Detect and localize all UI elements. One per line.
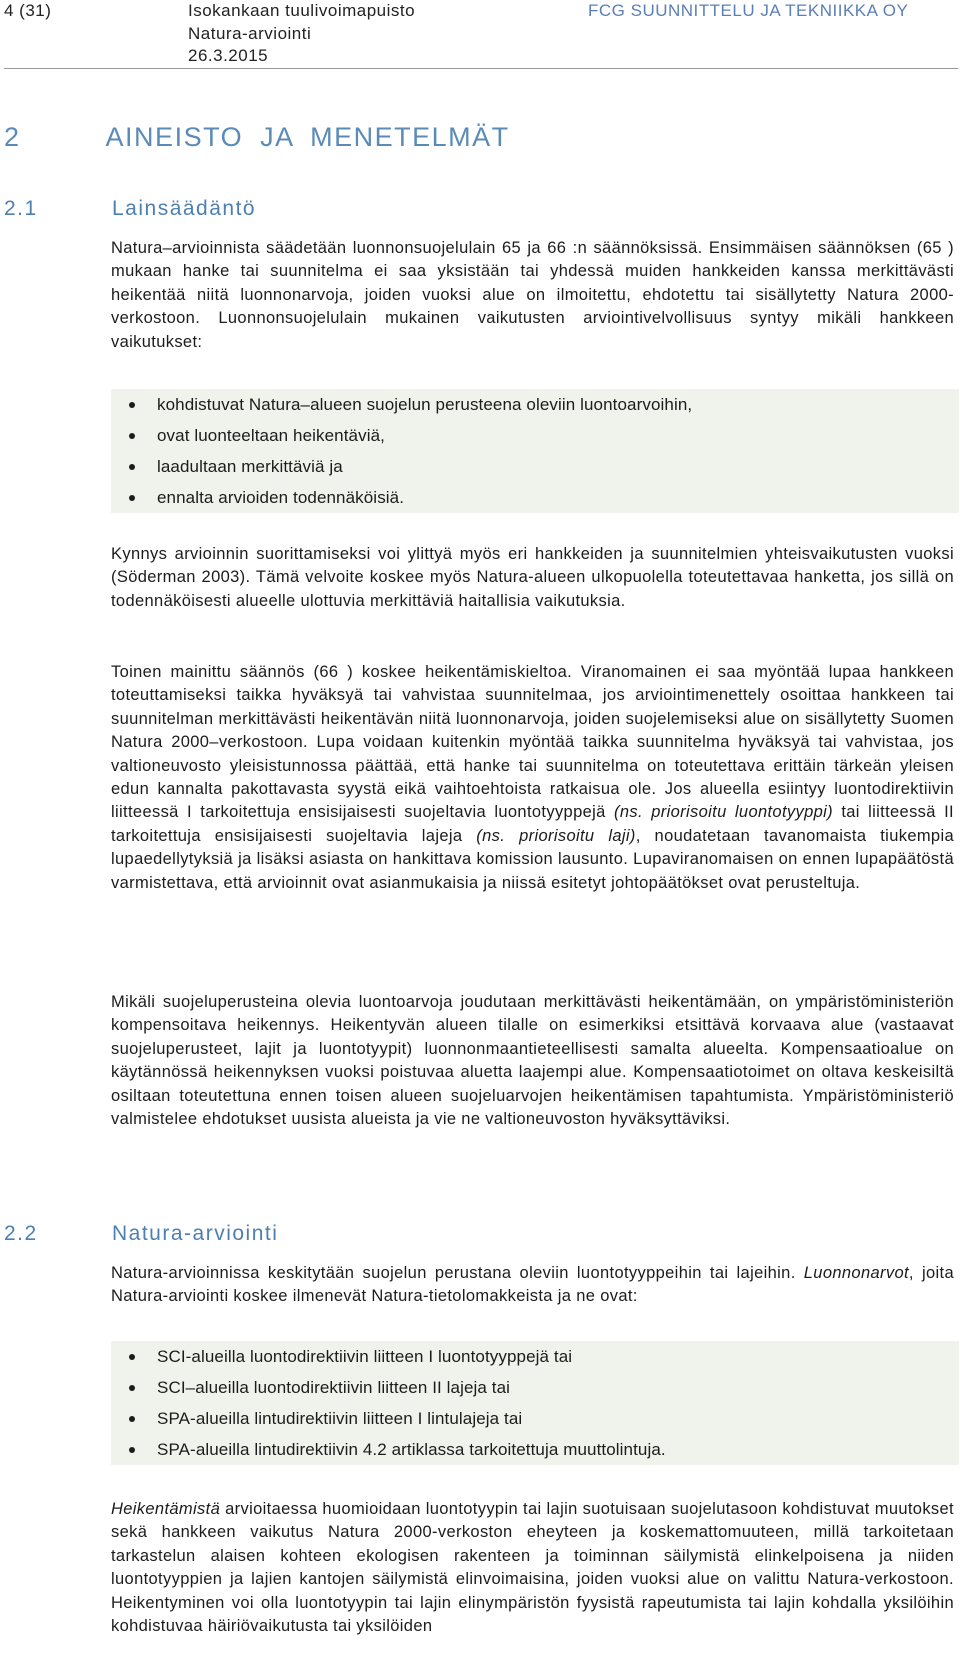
paragraph <box>111 1498 954 1638</box>
italic-term: Heikentämistä <box>111 1500 221 1518</box>
section-number: 2 <box>4 122 21 152</box>
subsection-number: 2.2 <box>4 1222 38 1245</box>
text-run: Toinen mainittu säännös (66 ) koskee heikentämiskieltoa. Viranomainen ei saa myöntää lupaa hankkeen toteuttamiseksi taikka hyväksyä tai vahvistaa suunnitelmaa, jos arviointimenettely osoittaa hankkeen tai suunnitelman merkittävästi heikentävän niitä luonnonarvoja, joiden suojelemiseksi alue on sisällytetty Suomen Natura 2000–verkostoon. Lupa voidaan kuitenkin myöntää taikka suunnitelma hyväksyä tai vahvistaa, jos valtioneuvosto yleisistunnossa päättää, että hanke tai suunnitelma on toteutettava erittäin tärkeän yleisen edun kannalta pakottavasta syystä eikä vaihtoehtoista ratkaisua ole. Jos alueella esiintyy luontodirektiivin liitteessä I tarkoitettuja ensisijaisesti suojeltavia luontotyyppejä <box>111 663 954 822</box>
list-item: SCI–alueilla luontodirektiivin liitteen II lajeja tai <box>111 1372 959 1403</box>
paragraph: Mikäli suojeluperusteina olevia luontoarvoja joudutaan merkittävästi heikentämään, on ympäristöministeriön kompensoitava heikennys. Heikentyvän alueen tilalle on esimerkiksi etsittävä korvaava alue (vastaavat suojeluperusteet, lajit ja luontotyypit) luonnonmaantieteellisesti samalta alueelta. Kompensaatioalue on käytännössä heikennyksen vuoksi poistuvaa aluetta laajempi alue. Kompensaatiotoimet on oltava keskeisiltä osiltaan toteutettuna ennen toisen alueen suojeluarvojen heikentämisen tapahtumista. Ympäristöministeriö valmistelee ehdotukset uusista alueista ja vie ne valtioneuvoston hyväksyttäviksi. <box>111 993 954 1129</box>
subsection-title: Natura-arviointi <box>112 1222 279 1245</box>
list-item: SPA-alueilla lintudirektiivin liitteen I lintulajeja tai <box>111 1403 959 1434</box>
text-run: , noudatetaan tavanomaista tiukempia lupaedellytyksiä ja lisäksi asiasta on hankittava komission lausunto. Lupaviranomaisen on ennen lupapäätöstä varmistettava, että arvioinnit ovat asianmukaisia ja niissä esitetyt johtopäätökset ovat perusteltuja. <box>111 826 955 892</box>
page-header <box>0 0 960 68</box>
italic-term: Luonnonarvot <box>803 1264 909 1282</box>
paragraph <box>111 661 954 895</box>
company-name: FCG SUUNNITTELU JA TEKNIIKKA OY <box>588 1 909 20</box>
paragraph <box>111 1262 954 1309</box>
subsection-heading-lainsaadanto <box>4 197 256 221</box>
header-divider <box>4 68 958 69</box>
italic-term: (ns. priorisoitu laji) <box>476 826 636 845</box>
bullet-list-natural-values <box>111 1341 959 1465</box>
text-run: arvioitaessa huomioidaan luontotyypin tai lajin suotuisaan suojelutasoon kohdistuvat muutokset sekä hankkeen vaikutus Natura 2000-verkoston eheyteen ja koskemattomuuteen, millä tarkoitetaan tarkastelun alaisen kohteen ekologisen rakenteen ja toiminnan säilymistä elinkelpoisena ja niiden luontotyyppien ja lajien kantojen säilymistä elinvoimaisina, joiden vuoksi alue on valittu Natura-verkostoon. Heikentyminen voi olla luontotyypin tai lajin elinympäristön fyysistä rapeutumista tai lajin kohdalla yksilöihin kohdistuvaa häiriövaikutusta tai yksilöiden <box>111 1500 954 1636</box>
bullet-list-impact-criteria <box>111 389 959 513</box>
document-date: 26.3.2015 <box>188 46 269 65</box>
subsection-title: Lainsäädäntö <box>112 197 257 220</box>
section-heading <box>4 122 510 153</box>
list-item: SPA-alueilla lintudirektiivin 4.2 artiklassa tarkoitettuja muuttolintuja. <box>111 1434 959 1465</box>
list-item: kohdistuvat Natura–alueen suojelun perusteena oleviin luontoarvoihin, <box>111 389 959 420</box>
document-title: Isokankaan tuulivoimapuisto <box>188 1 416 20</box>
paragraph: Natura–arvioinnista säädetään luonnonsuojelulain 65 ja 66 :n säännöksissä. Ensimmäisen säännöksen (65 ) mukaan hanke tai suunnitelma ei saa yksistään tai yhdessä muiden hankkeiden kanssa merkittävästi heikentää niitä luonnonarvoja, joiden vuoksi alue on ilmoitettu, ehdotettu tai sisällytetty Natura 2000-verkostoon. Luonnonsuojelulain mukainen vaikutusten arviointivelvollisuus syntyy mikäli hankkeen vaikutukset: <box>111 239 954 351</box>
list-item: ovat luonteeltaan heikentäviä, <box>111 420 959 451</box>
paragraph: Kynnys arvioinnin suorittamiseksi voi ylittyä myös eri hankkeiden ja suunnitelmien yhteisvaikutusten vuoksi (Söderman 2003). Tämä velvoite koskee myös Natura-alueen ulkopuolella toteutettavaa hanketta, jos sillä on todennäköisesti alueelle ulottuvia merkittäviä haitallisia vaikutuksia. <box>111 545 954 610</box>
text-run: Natura-arvioinnissa keskitytään suojelun perustana oleviin luontotyyppeihin tai lajeihin. <box>111 1264 804 1282</box>
text-run: tai liitteessä II tarkoitettuja ensisijaisesti suojeltavia lajeja <box>111 803 954 845</box>
list-item: SCI-alueilla luontodirektiivin liitteen I luontotyyppejä tai <box>111 1341 959 1372</box>
text-run: , joita Natura-arviointi koskee ilmenevät Natura-tietolomakkeista ja ne ovat: <box>111 1264 955 1306</box>
section-title: AINEISTO JA MENETELMÄT <box>105 122 510 152</box>
document-subtitle: Natura-arviointi <box>188 24 312 43</box>
list-item: ennalta arvioiden todennäköisiä. <box>111 482 959 513</box>
subsection-heading-natura-arviointi <box>4 1222 278 1246</box>
italic-term: (ns. priorisoitu luontotyyppi) <box>614 803 834 822</box>
subsection-number: 2.1 <box>4 197 38 220</box>
page-number: 4 (31) <box>4 1 52 20</box>
list-item: laadultaan merkittäviä ja <box>111 451 959 482</box>
